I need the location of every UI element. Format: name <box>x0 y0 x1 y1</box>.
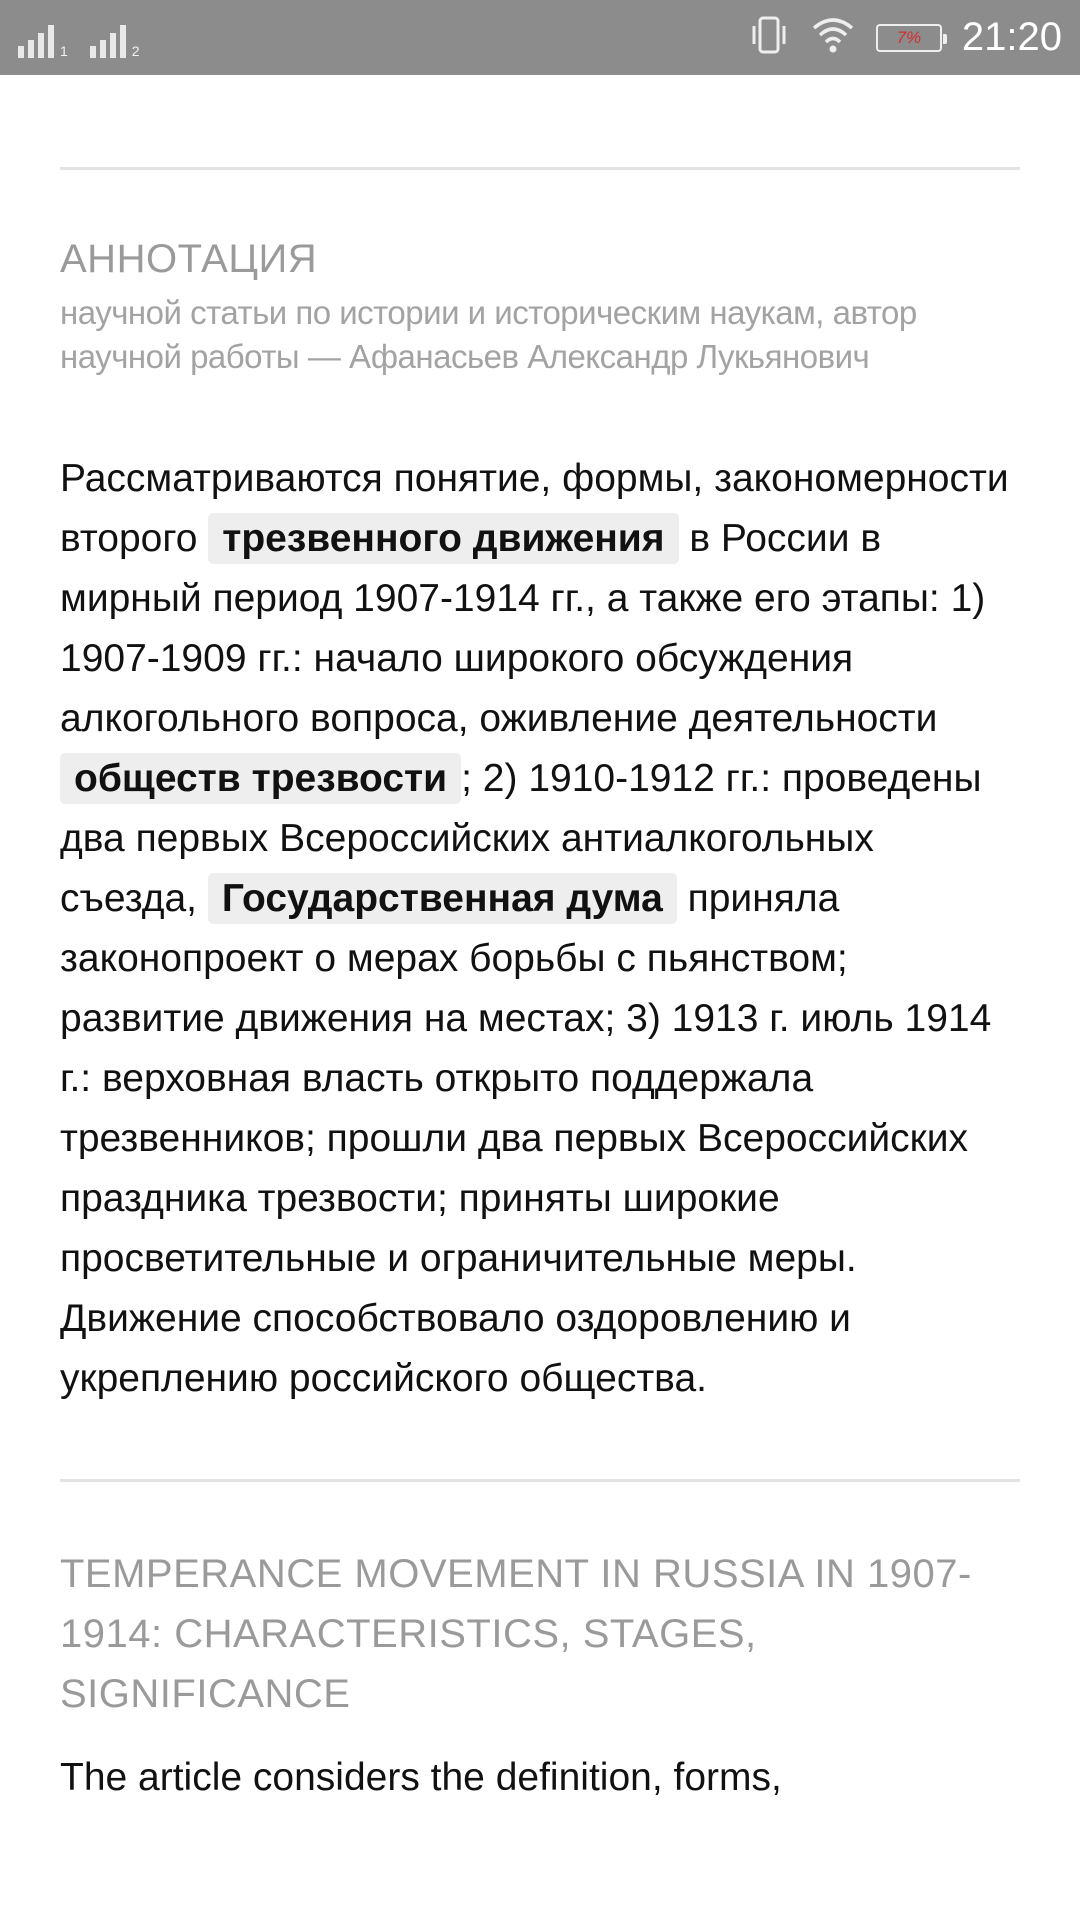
article-content <box>60 75 1020 1808</box>
signal-group <box>18 18 140 58</box>
english-abstract-text: The article considers the definition, forms, <box>60 1756 782 1799</box>
keyword-link[interactable]: трезвенного движения <box>208 513 678 564</box>
signal-sim2-icon <box>90 22 140 58</box>
wifi-icon <box>810 14 856 61</box>
status-bar <box>0 0 1080 75</box>
vibrate-icon <box>748 14 790 61</box>
sim2-label: 2 <box>131 42 140 59</box>
annotation-subtitle: научной статьи по истории и историческим наукам, автор научной работы — Афанасьев Александр Лукьянович <box>60 294 917 375</box>
signal-sim1-icon <box>18 22 68 58</box>
keyword-link[interactable]: Государственная дума <box>208 873 677 924</box>
divider <box>60 1479 1020 1482</box>
keyword-link[interactable]: обществ трезвости <box>60 753 461 804</box>
battery-icon <box>876 24 942 52</box>
battery-percent: 7% <box>896 27 922 47</box>
sim1-label: 1 <box>60 42 68 59</box>
abstract-text-part: в России в мирный период 1907-1914 гг., а также его этапы: 1) 1907-1909 гг.: начало широкого обсуждения алкогольного вопроса, оживление деятельности <box>60 517 986 740</box>
abstract-text-part: приняла законопроект о мерах борьбы с пьянством; развитие движения на местах; 3) 1913 г. июль 1914 г.: верховная власть открыто поддержала трезвенников; прошли два первых Всероссийских праздника трезвости; приняты широкие просветительные и ограничительные меры. Движение способствовало оздоровлению и укреплению российского общества. <box>60 877 992 1400</box>
status-right <box>748 14 1062 61</box>
divider <box>60 167 1020 170</box>
clock: 21:20 <box>961 15 1062 59</box>
abstract-text-part: Рассматриваются понятие, формы, закономерности второго <box>60 457 1009 560</box>
english-title: TEMPERANCE MOVEMENT IN RUSSIA IN 1907-1914: CHARACTERISTICS, STAGES, SIGNIFICANCE <box>60 1552 972 1716</box>
annotation-heading: АННОТАЦИЯ <box>60 237 318 281</box>
abstract-text <box>60 449 1020 1409</box>
abstract-text-part: ; 2) 1910-1912 гг.: проведены два первых Всероссийских антиалкогольных съезда, <box>60 757 982 920</box>
